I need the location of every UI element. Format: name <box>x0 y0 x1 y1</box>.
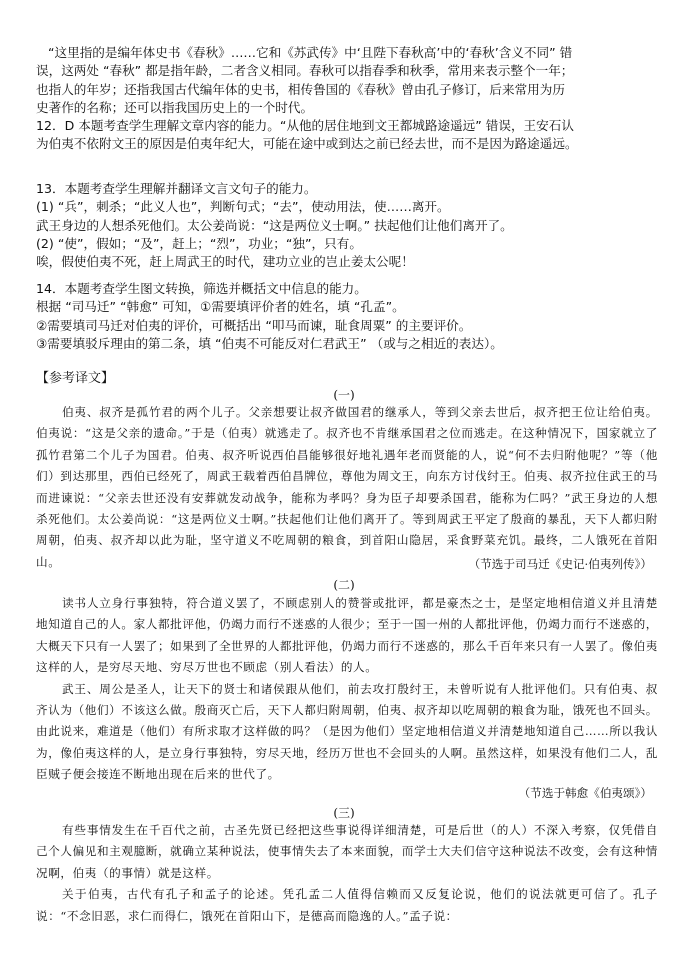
intro-explanation <box>36 44 658 117</box>
answer-13 <box>36 180 658 271</box>
text-line: 唉，假使伯夷不死，赶上周武王的时代，建功立业的岂止姜太公呢！ <box>36 254 414 270</box>
text-line: 根据 “司马迁” “韩愈” 可知，①需要填评价者的姓名，填 “孔孟”。 <box>36 299 405 315</box>
translation-section-2 <box>36 593 658 786</box>
text-line: 史著作的名称；还可以指我国历史上的一个时代。 <box>36 99 314 115</box>
text-line: 为伯夷不依附文王的原因是伯夷年纪大，可能在途中或到达之前已经去世，而不是因为路途遥远。 <box>36 136 578 152</box>
paragraph: 伯夷、叔齐是孤竹君的两个儿子。父亲想要让叔齐做国君的继承人，等到父亲去世后，叔齐把王位让给伯夷。伯夷说：“这是父亲的遗命。”于是（伯夷）就逃走了。叔齐也不肯继承国君之位而逃走。在这种情况下，国家就立了孤竹君第二个儿子为国君。伯夷、叔齐听说西伯昌能够很好地礼遇年老而贤能的人，说“何不去归附他呢？”等（他们）到达那里，西伯已经死了，周武王载着西伯昌牌位，尊他为周文王，向东方讨伐纣王。伯夷、叔齐拉住武王的马而进谏说：“父亲去世还没有安葬就发动战争，能称为孝吗？身为臣子却要杀国君，能称为仁吗？”武王身边的人想杀死他们。太公姜尚说：“这是两位义士啊。”扶起他们让他们离开了。等到周武王平定了殷商的暴乱，天下人都归附周朝，伯夷、叔齐却以此为耻，坚守道义不吃周朝的粮食，到首阳山隐居，采食野菜充饥。最终，二人饿死在首阳山。 <box>36 405 658 569</box>
section-heading-1: (一) <box>333 388 355 402</box>
text-line: 12．D 本题考查学生理解文章内容的能力。“从他的居住地到文王都城路途遥远” 错误，王安石认 <box>36 118 574 133</box>
answer-12 <box>36 117 658 154</box>
source-citation-1: （节选于司马迁《史记·伯夷列传》） <box>468 557 652 571</box>
paragraph: 读书人立身行事独特，符合道义罢了，不顾虑别人的赞誉或批评，都是豪杰之士，是坚定地相信道义并且清楚地知道自己的人。家人都批评他，仍竭力而行不迷惑的人很少；至于一国一州的人都批评他，仍竭力而行不迷惑的，大概天下只有一人罢了；如果到了全世界的人都批评他，仍竭力而行不迷惑的，那么千百年来只有一人罢了。像伯夷这样的人，是穷尽天地、穷尽万世也不顾虑（别人看法）的人。 <box>36 596 658 675</box>
section-heading-3: (三) <box>333 806 355 820</box>
section-title: 【参考译文】 <box>36 371 115 386</box>
section-heading-2: (二) <box>333 578 355 592</box>
translation-section-1 <box>36 402 658 573</box>
text-line: 13．本题考查学生理解并翻译文言文句子的能力。 <box>36 181 317 196</box>
paragraph: 有些事情发生在千百代之前，古圣先贤已经把这些事说得详细清楚，可是后世（的人）不深入考察，仅凭借自己个人偏见和主观臆断，就确立某种说法，使事情失去了本来面貌，而学士大夫们信守这种说法不改变，会有这种情况啊，伯夷（的事情）就是这样。 <box>36 823 658 880</box>
text-line: 14．本题考查学生图文转换，筛选并概括文中信息的能力。 <box>36 281 367 296</box>
text-line: “这里指的是编年体史书《春秋》……它和《苏武传》中‘且陛下春秋高’中的‘春秋’含义不同” 错 <box>48 45 573 60</box>
text-line: 误，这两处 “春秋” 都是指年龄，二者含义相同。春秋可以指春季和秋季，常用来表示整个一年； <box>36 63 574 79</box>
source-citation-2: （节选于韩愈《伯夷颂》） <box>518 786 652 800</box>
text-line: 也指人的年岁；还指我国古代编年体的史书，相传鲁国的《春秋》曾由孔子修订，后来常用为历 <box>36 81 565 97</box>
translation-section-3 <box>36 820 658 927</box>
answer-14 <box>36 280 658 353</box>
text-line: ③需要填驳斥理由的第二条，填 “伯夷不可能反对仁君武王” （或与之相近的表达）。 <box>36 335 503 351</box>
paragraph: 武王、周公是圣人，让天下的贤士和诸侯跟从他们，前去攻打殷纣王，未曾听说有人批评他们。只有伯夷、叔齐认为（他们）不该这么做。殷商灭亡后，天下人都归附周朝，伯夷、叔齐却以吃周朝的粮食为耻，饿死也不回头。由此说来，难道是（他们）有所求取才这样做的吗？（是因为他们）坚定地相信道义并清楚地知道自己……所以我认为，像伯夷这样的人，是立身行事独特，穷尽天地，经历万世也不会回头的人啊。虽然这样，如果没有他们二人，乱臣贼子便会接连不断地出现在后来的世代了。 <box>36 681 658 782</box>
text-line: (2) “使”，假如；“及”，赶上；“烈”，功业；“独”，只有。 <box>36 235 362 251</box>
text-line: 武王身边的人想杀死他们。太公姜尚说：“这是两位义士啊。” 扶起他们让他们离开了。 <box>36 217 513 233</box>
text-line: ②需要填司马迁对伯夷的评价，可概括出 “叩马而谏，耻食周粟” 的主要评价。 <box>36 317 472 333</box>
text-line: (1) “兵”，刺杀；“此义人也”，判断句式；“去”，使动用法，使……离开。 <box>36 199 450 215</box>
paragraph: 关于伯夷，古代有孔子和孟子的论述。凭孔孟二人值得信赖而又反复论说，他们的说法就更可信了。孔子说：“不念旧恶，求仁而得仁，饿死在首阳山下，是德高而隐逸的人。”孟子说： <box>36 887 658 923</box>
